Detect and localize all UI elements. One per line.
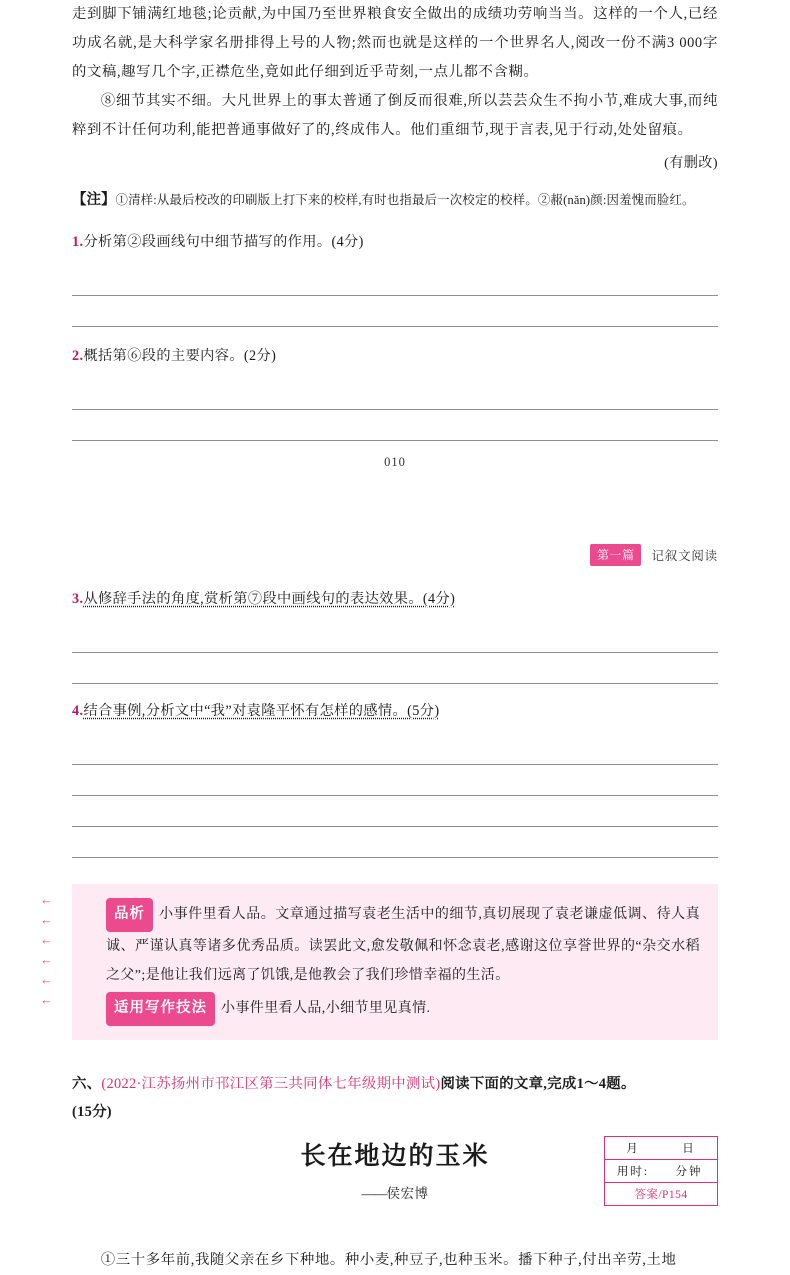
question-4-number: 4.: [72, 703, 84, 719]
question-4-body: 结合事例,分析文中“我”对袁隆平怀有怎样的感情。(5分): [83, 703, 440, 719]
arrow-icon: ←: [40, 912, 51, 927]
author-dash: ——: [361, 1186, 387, 1201]
section-six-score: (15分): [72, 1104, 112, 1120]
question-2-number: 2.: [72, 348, 84, 364]
page-number: 010: [384, 455, 406, 469]
appraisal-text: 小事件里看人品。文章通过描写袁老生活中的细节,真切展现了袁老谦虚低调、待人真诚、严谨认真等诸多优秀品质。读罢此文,愈发敬佩和怀念袁老,感谢这位享誉世界的“杂交水稻之父”;是他让我们远离了饥饿,是他教会了我们珍惜幸福的生活。: [106, 907, 700, 983]
question-1-answer-area[interactable]: [72, 265, 718, 327]
timer-month-label: 月: [626, 1143, 640, 1155]
edit-note: (有删改): [664, 156, 718, 171]
answer-line[interactable]: [72, 827, 718, 858]
question-3-body: 从修辞手法的角度,赏析第⑦段中画线句的表达效果。(4分): [83, 591, 456, 607]
question-2-answer-area[interactable]: [72, 379, 718, 441]
question-2-body: 概括第⑥段的主要内容。(2分): [83, 348, 277, 364]
section-six-header: [72, 1070, 718, 1098]
arrow-icon: ←: [40, 952, 51, 967]
timer-date-row[interactable]: [605, 1137, 717, 1160]
arrow-icon: ←: [40, 972, 51, 987]
footnote-label: 【注】: [72, 192, 116, 208]
question-4-text: [72, 700, 718, 722]
answer-line[interactable]: [72, 765, 718, 796]
timer-time-label: 用时:: [616, 1166, 650, 1178]
question-2-text: [72, 345, 718, 367]
footnote-block: [72, 187, 718, 213]
question-3-answer-area[interactable]: [72, 622, 718, 684]
technique-text: 小事件里看人品,小细节里见真情.: [221, 1001, 431, 1017]
answer-line[interactable]: [72, 796, 718, 827]
paragraph-7-continued: 走到脚下铺满红地毯;论贡献,为中国乃至世界粮食安全做出的成绩功劳响当当。这样的一个人,已经功成名就,是大科学家名册排得上号的人物;然而也就是这样的一个世界名人,阅改一份不满3 000字的文稿,趣写几个字,正襟危坐,竟如此仔细到近乎苛刻,一点儿都不含糊。: [72, 6, 718, 80]
section-six-source: (2022·江苏扬州市邗江区第三共同体七年级期中测试): [101, 1076, 441, 1092]
running-head-badge: 第一篇: [590, 544, 642, 566]
paragraph-8: ⑧细节其实不细。大凡世界上的事太普通了倒反而很难,所以芸芸众生不拘小节,难成大事,而纯粹到不计任何功利,能把普通事做好了的,终成伟人。他们重细节,现于言表,见于行动,处处留痕。: [72, 93, 718, 138]
timer-box[interactable]: [604, 1136, 718, 1206]
question-1: [72, 231, 718, 327]
answer-line[interactable]: [72, 379, 718, 410]
answer-line[interactable]: [72, 622, 718, 653]
running-head-text: 记叙文阅读: [651, 549, 718, 563]
answer-line[interactable]: [72, 734, 718, 765]
question-1-number: 1.: [72, 234, 84, 250]
answer-line[interactable]: [72, 265, 718, 296]
arrow-icon: ←: [40, 992, 51, 1007]
question-1-body: 分析第②段画线句中细节描写的作用。(4分): [83, 234, 364, 250]
technique-tag: 适用写作技法: [106, 992, 215, 1026]
article-paragraph-1: ①三十多年前,我随父亲在乡下种地。种小麦,种豆子,也种玉米。播下种子,付出辛劳,土地: [100, 1252, 677, 1268]
timer-time-unit: 分钟: [675, 1166, 703, 1178]
question-2: [72, 345, 718, 441]
appraisal-box: [40, 884, 718, 1040]
appraisal-body: [106, 898, 700, 990]
section-six-instruction: 阅读下面的文章,完成1～4题。: [440, 1076, 636, 1092]
running-head: [72, 544, 718, 566]
answer-line[interactable]: [72, 653, 718, 684]
answer-line[interactable]: [72, 410, 718, 441]
arrow-icon: ←: [40, 932, 51, 947]
question-4: [72, 700, 718, 858]
question-3: [72, 588, 718, 684]
arrow-icon: ←: [40, 892, 51, 907]
question-3-text: [72, 588, 718, 610]
answer-reference[interactable]: 答案/P154: [634, 1189, 688, 1201]
timer-duration-row[interactable]: [605, 1160, 717, 1183]
technique-body: [106, 992, 700, 1026]
timer-day-label: 日: [682, 1143, 696, 1155]
section-six-number: 六、: [72, 1076, 102, 1092]
question-3-number: 3.: [72, 591, 84, 607]
question-1-text: [72, 231, 718, 253]
article-author: 侯宏博: [386, 1186, 429, 1201]
answer-line[interactable]: [72, 296, 718, 327]
article-title-zone: [72, 1136, 718, 1228]
article-title: 长在地边的玉米: [300, 1143, 490, 1170]
appraisal-tag: 品析: [106, 898, 153, 932]
arrow-decoration: [40, 890, 80, 1010]
footnote-text: ①清样:从最后校改的印刷版上打下来的校样,有时也指最后一次校定的校样。②赧(nǎn)颜:因羞愧而脸红。: [115, 193, 695, 207]
question-4-answer-area[interactable]: [72, 734, 718, 858]
